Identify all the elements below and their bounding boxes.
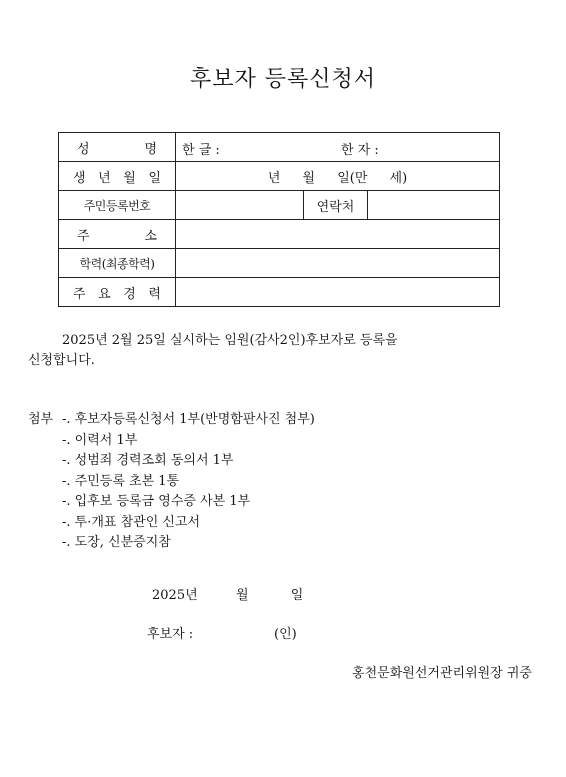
education-label: 학력(최종학력) <box>59 249 176 278</box>
education-field[interactable] <box>176 249 500 278</box>
attachments-list <box>28 410 315 554</box>
attachment-item: -. 투·개표 참관인 신고서 <box>62 514 201 530</box>
statement-line-1: 2025년 2월 25일 실시하는 임원(감사2인)후보자로 등록을 <box>62 333 398 348</box>
attachments-label: 첨부 <box>28 412 54 427</box>
attachment-item: -. 도장, 신분증지참 <box>62 535 171 550</box>
address-label: 주 소 <box>59 220 176 249</box>
career-label: 주 요 경 력 <box>59 278 176 307</box>
attachment-item: -. 주민등록 초본 1통 <box>62 473 180 489</box>
address-row <box>59 220 500 249</box>
name-label: 성 명 <box>59 133 176 162</box>
name-hanja-label: 한 자 : <box>341 143 379 158</box>
attachment-item: -. 성범죄 경력조회 동의서 1부 <box>62 453 234 468</box>
candidate-label: 후보자 : <box>147 627 194 642</box>
contact-field[interactable] <box>368 191 500 220</box>
career-field[interactable] <box>176 278 500 307</box>
birth-label: 생 년 월 일 <box>59 162 176 191</box>
birth-row <box>59 162 500 191</box>
date-year: 2025년 <box>152 588 198 603</box>
date-month: 월 <box>235 588 249 603</box>
document-title: 후보자 등록신청서 <box>189 67 376 92</box>
name-row <box>59 133 500 162</box>
recipient: 홍천문화원선거관리위원장 귀중 <box>352 666 532 681</box>
statement-line-2: 신청합니다. <box>28 353 95 368</box>
contact-label: 연락처 <box>304 191 368 220</box>
attachment-item: -. 후보자등록신청서 1부(반명함판사진 첨부) <box>62 412 315 427</box>
application-statement <box>28 331 468 371</box>
date-line <box>152 584 303 603</box>
address-field[interactable] <box>176 220 500 249</box>
name-korean-label: 한 글 : <box>182 143 220 158</box>
rrn-row <box>59 191 500 220</box>
education-row <box>59 249 500 278</box>
candidate-signature-line <box>147 623 297 642</box>
seal-placeholder: (인) <box>274 627 297 642</box>
name-field[interactable] <box>176 133 500 162</box>
rrn-label: 주민등록번호 <box>59 191 176 220</box>
rrn-field[interactable] <box>176 191 304 220</box>
date-day: 일 <box>290 588 304 603</box>
attachment-item: -. 입후보 등록금 영수증 사본 1부 <box>62 494 251 509</box>
birth-field[interactable]: 년 월 일(만 세) <box>176 162 500 191</box>
application-form-table <box>58 132 500 307</box>
attachment-item: -. 이력서 1부 <box>62 432 138 448</box>
career-row <box>59 278 500 307</box>
